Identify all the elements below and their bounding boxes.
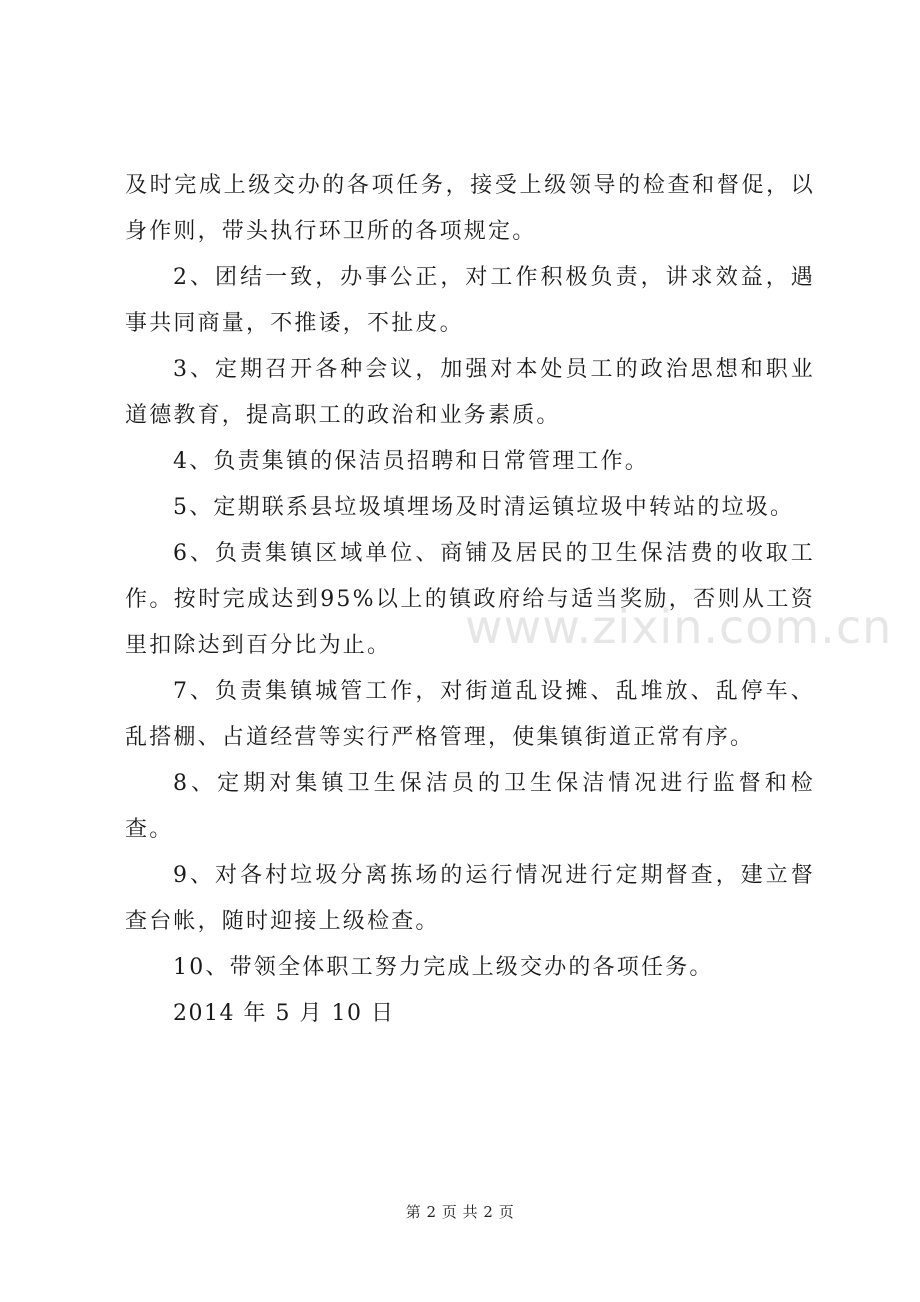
paragraph-item-6: 6、负责集镇区域单位、商铺及居民的卫生保洁费的收取工作。按时完成达到95%以上的镇政府给与适当奖励，否则从工资里扣除达到百分比为止。 <box>125 541 815 658</box>
document-date: 2014 年 5 月 10 日 <box>173 1001 395 1026</box>
paragraph-item-9: 9、对各村垃圾分离拣场的运行情况进行定期督查，建立督查台帐，随时迎接上级检查。 <box>125 863 815 934</box>
paragraph-item-2: 2、团结一致，办事公正，对工作积极负责，讲求效益，遇事共同商量，不推诿，不扯皮。 <box>125 265 815 336</box>
watermark: www.zixin.com.cn <box>465 600 893 654</box>
paragraph-item-8: 8、定期对集镇卫生保洁员的卫生保洁情况进行监督和检查。 <box>125 771 815 842</box>
paragraph-item-3: 3、定期召开各种会议，加强对本处员工的政治思想和职业道德教育，提高职工的政治和业务素质。 <box>125 357 815 428</box>
page-footer: 第 2 页 共 2 页 <box>405 1203 515 1221</box>
paragraph-item-4: 4、负责集镇的保洁员招聘和日常管理工作。 <box>173 449 649 474</box>
paragraph-item-7: 7、负责集镇城管工作，对街道乱设摊、乱堆放、乱停车、乱搭棚、占道经营等实行严格管理，使集镇街道正常有序。 <box>125 679 815 750</box>
paragraph-item-5: 5、定期联系县垃圾填埋场及时清运镇垃圾中转站的垃圾。 <box>173 495 795 520</box>
document-body <box>125 163 815 1037</box>
paragraph-continuation: 及时完成上级交办的各项任务，接受上级领导的检查和督促，以身作则，带头执行环卫所的各项规定。 <box>125 173 815 244</box>
paragraph-item-10: 10、带领全体职工努力完成上级交办的各项任务。 <box>173 955 714 980</box>
